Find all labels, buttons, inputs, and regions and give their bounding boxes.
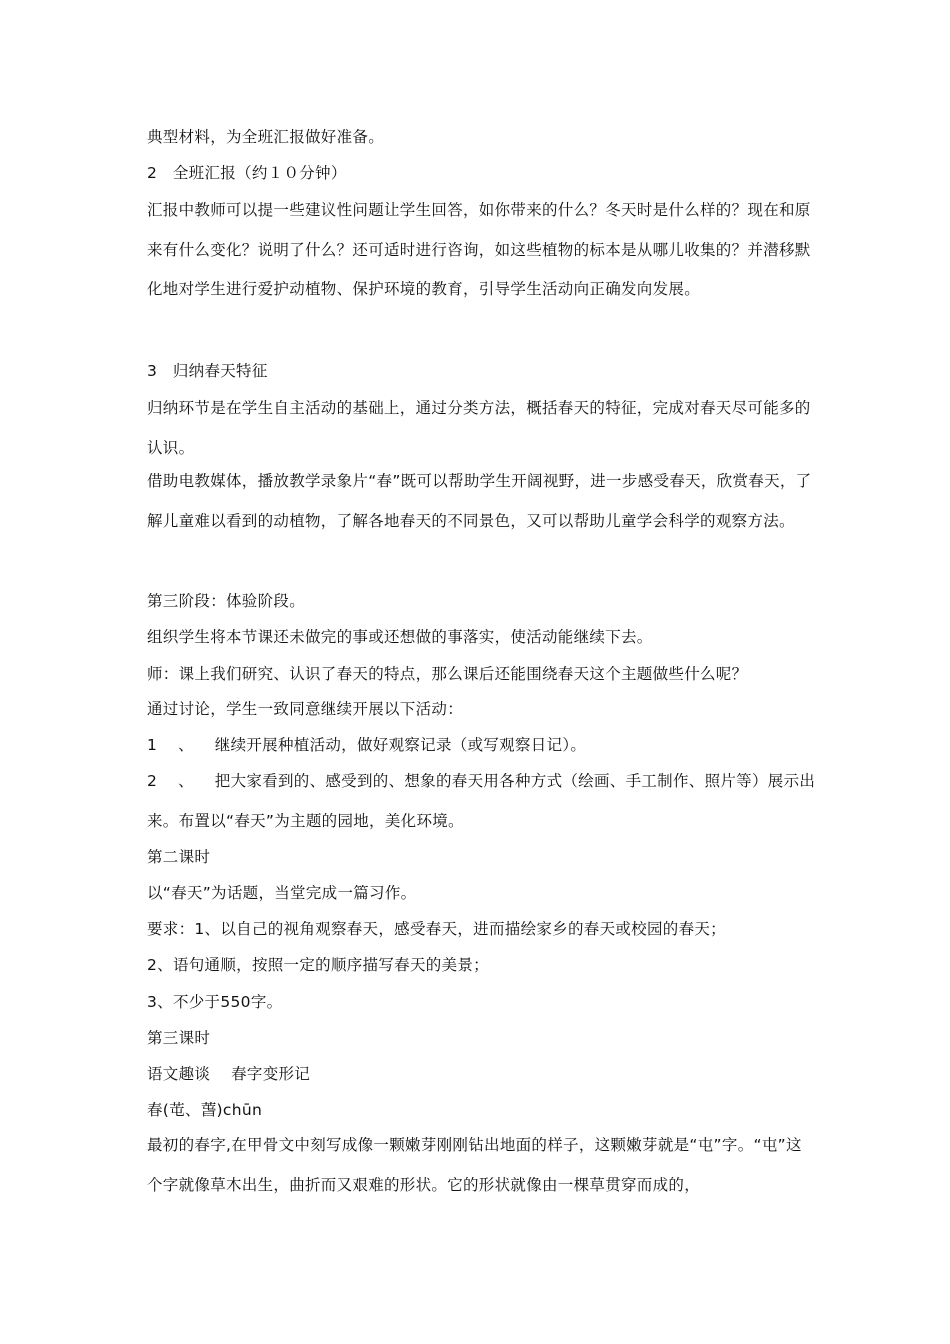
paragraph: 要求：1、以自己的视角观察春天，感受春天，进而描绘家乡的春天或校园的春天；: [147, 920, 726, 938]
paragraph: 通过讨论，学生一致同意继续开展以下活动：: [147, 700, 464, 718]
section-heading: 2 全班汇报（约１０分钟）: [147, 164, 347, 182]
paragraph: 语文趣谈 春字变形记: [147, 1065, 311, 1083]
paragraph: 春(芚、萅)chūn: [147, 1101, 263, 1119]
list-item: 1 、 继续开展种植活动，做好观察记录（或写观察日记）。: [147, 736, 587, 754]
paragraph: 第三阶段：体验阶段。: [147, 592, 306, 610]
paragraph: 2、语句通顺，按照一定的顺序描写春天的美景；: [147, 956, 489, 974]
paragraph: 汇报中教师可以提一些建议性问题让学生回答，如你带来的什么？冬天时是什么样的？现在和原来有什么变化？说明了什么？还可适时进行咨询，如这些植物的标本是从哪儿收集的？并潜移默化地对学生进行爱护动植物、保护环境的教育，引导学生活动向正确发向发展。: [147, 201, 811, 298]
paragraph: 3、不少于550字。: [147, 993, 283, 1011]
paragraph: 最初的春字,在甲骨文中刻写成像一颗嫩芽刚刚钻出地面的样子，这颗嫩芽就是“屯”字。“屯”这个字就像草木出生，曲折而又艰难的形状。它的形状就像由一棵草贯穿而成的，: [147, 1136, 802, 1194]
paragraph: 以“春天”为话题，当堂完成一篇习作。: [147, 884, 417, 902]
section-heading: 第二课时: [147, 848, 211, 866]
paragraph: 借助电教媒体，播放教学录象片“春”既可以帮助学生开阔视野，进一步感受春天，欣赏春天，了解儿童难以看到的动植物，了解各地春天的不同景色，又可以帮助儿童学会科学的观察方法。: [147, 472, 812, 530]
section-heading: 3 归纳春天特征: [147, 362, 268, 380]
list-item: 2 、 把大家看到的、感受到的、想象的春天用各种方式（绘画、手工制作、照片等）展示出来。布置以“春天”为主题的园地，美化环境。: [147, 772, 816, 830]
paragraph: 典型材料，为全班汇报做好准备。: [147, 128, 385, 146]
paragraph: 组织学生将本节课还未做完的事或还想做的事落实，使活动能继续下去。: [147, 628, 653, 646]
paragraph: 师：课上我们研究、认识了春天的特点，那么课后还能围绕春天这个主题做些什么呢？: [147, 665, 748, 683]
paragraph: 归纳环节是在学生自主活动的基础上，通过分类方法，概括春天的特征，完成对春天尽可能多的认识。: [147, 399, 811, 457]
section-heading: 第三课时: [147, 1029, 211, 1047]
